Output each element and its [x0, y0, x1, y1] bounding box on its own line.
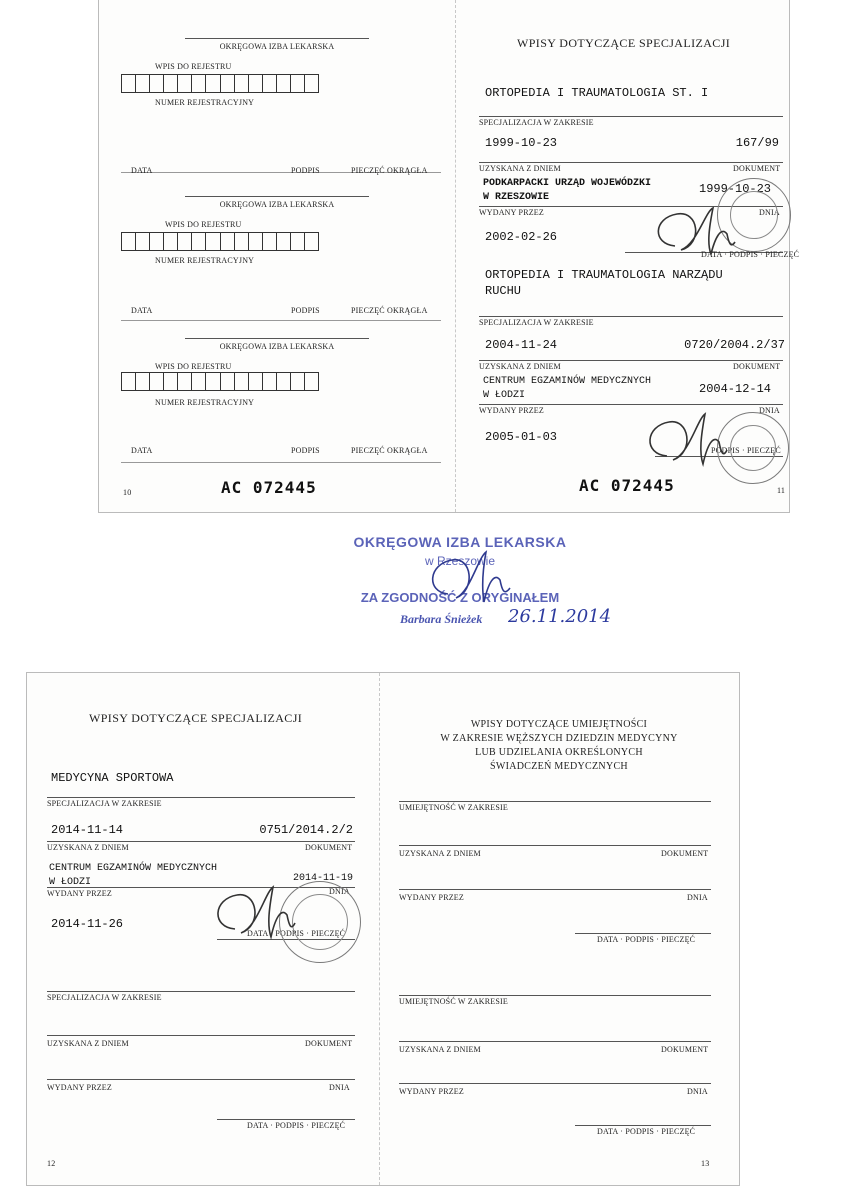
register-number-boxes — [121, 232, 319, 251]
regnum-label: NUMER REJESTRACYJNY — [155, 398, 255, 407]
issue-date: 2014-11-19 — [293, 873, 354, 884]
issuer-line-2: W ŁODZI — [483, 390, 526, 401]
seal-label: PIECZĘĆ OKRĄGŁA — [351, 446, 428, 455]
certification-statement: ZA ZGODNOŚĆ Z ORYGINAŁEM — [360, 590, 560, 605]
sign-date: 2005-01-03 — [485, 430, 558, 444]
title-line-3: LUB UDZIELANIA OKREŚLONYCH — [475, 747, 643, 758]
issued-by-label: WYDANY PRZEZ — [479, 208, 544, 217]
issue-date: 1999-10-23 — [699, 182, 772, 196]
document-label: DOKUMENT — [733, 164, 781, 173]
title-line-2: W ZAKRESIE WĘŻSZYCH DZIEDZIN MEDYCYNY — [440, 733, 678, 744]
days-label: DNIA — [329, 1083, 350, 1092]
page-11 — [455, 0, 800, 512]
skill-label: UMIEJĘTNOŚĆ W ZAKRESIE — [399, 997, 508, 1006]
date-label: DATA — [131, 306, 153, 315]
specialty-label: SPECJALIZACJA W ZAKRESIE — [479, 118, 594, 127]
skill-label: UMIEJĘTNOŚĆ W ZAKRESIE — [399, 803, 508, 812]
sign-date: 2002-02-26 — [485, 230, 558, 244]
specialty-name-line-2: RUCHU — [485, 284, 522, 298]
seal-label: PIECZĘĆ OKRĄGŁA — [351, 166, 428, 175]
page-number: 12 — [47, 1159, 56, 1168]
register-label: WPIS DO REJESTRU — [165, 220, 242, 229]
registry-section — [99, 196, 455, 326]
document-number: 167/99 — [735, 136, 779, 150]
date-label: DATA — [131, 166, 153, 175]
register-number-boxes — [121, 372, 319, 391]
issued-by-label: WYDANY PRZEZ — [399, 893, 464, 902]
regnum-label: NUMER REJESTRACYJNY — [155, 98, 255, 107]
days-label: DNIA — [759, 208, 780, 217]
specialty-name-line-1: ORTOPEDIA I TRAUMATOLOGIA NARZĄDU — [485, 268, 723, 282]
booklet-spread-pages-12-13 — [26, 672, 740, 1186]
issuer-line-1: PODKARPACKI URZĄD WOJEWÓDZKI — [483, 178, 652, 189]
specialty-label: SPECJALIZACJA W ZAKRESIE — [47, 799, 162, 808]
days-label: DNIA — [759, 406, 780, 415]
chamber-label: OKRĘGOWA IZBA LEKARSKA — [219, 42, 335, 51]
page-number: 10 — [123, 488, 132, 497]
date-label: DATA — [131, 446, 153, 455]
specialty-name: ORTOPEDIA I TRAUMATOLOGIA ST. I — [485, 86, 709, 100]
page-13 — [379, 673, 739, 1185]
days-label: DNIA — [687, 893, 708, 902]
title-line-4: ŚWIADCZEŃ MEDYCZNYCH — [490, 761, 628, 772]
sign-date: 2014-11-26 — [51, 917, 124, 931]
obtained-label: UZYSKANA Z DNIEM — [47, 1039, 129, 1048]
issue-date: 2004-12-14 — [699, 382, 772, 396]
specialty-label: SPECJALIZACJA W ZAKRESIE — [479, 318, 594, 327]
certifier-name: Barbara Śnieżek — [400, 612, 483, 626]
booklet-spread-pages-10-11 — [98, 0, 800, 513]
specialty-label: SPECJALIZACJA W ZAKRESIE — [47, 993, 162, 1002]
obtained-label: UZYSKANA Z DNIEM — [47, 843, 129, 852]
issued-by-label: WYDANY PRZEZ — [399, 1087, 464, 1096]
certification-stamp — [340, 530, 620, 640]
regnum-label: NUMER REJESTRACYJNY — [155, 256, 255, 265]
page-10 — [99, 0, 455, 512]
signature-scribble — [207, 883, 297, 943]
chamber-label: OKRĘGOWA IZBA LEKARSKA — [219, 342, 335, 351]
issuer-line-1: CENTRUM EGZAMINÓW MEDYCZNYCH — [49, 863, 218, 874]
issuer-line-2: W RZESZOWIE — [483, 192, 550, 203]
page-title: WPISY DOTYCZĄCE SPECJALIZACJI — [517, 36, 731, 50]
issuer-line-1: CENTRUM EGZAMINÓW MEDYCZNYCH — [483, 376, 652, 387]
chamber-label: OKRĘGOWA IZBA LEKARSKA — [219, 200, 335, 209]
obtained-label: UZYSKANA Z DNIEM — [479, 164, 561, 173]
signature-scribble — [647, 204, 737, 260]
register-number-boxes — [121, 74, 319, 93]
certification-chamber: OKRĘGOWA IZBA LEKARSKA — [353, 534, 567, 550]
certification-date: 26.11.2014 — [508, 606, 612, 627]
issuer-line-2: W ŁODZI — [49, 877, 92, 888]
document-label: DOKUMENT — [305, 1039, 353, 1048]
title-line-1: WPISY DOTYCZĄCE UMIEJĘTNOŚCI — [470, 719, 648, 730]
obtained-date: 1999-10-23 — [485, 136, 558, 150]
footer-label: DATA · PODPIS · PIECZĘĆ — [247, 929, 346, 938]
page-title: WPISY DOTYCZĄCE SPECJALIZACJI — [89, 711, 303, 725]
serial-number: AC 072445 — [579, 476, 675, 495]
days-label: DNIA — [687, 1087, 708, 1096]
obtained-label: UZYSKANA Z DNIEM — [399, 849, 481, 858]
document-number: 0720/2004.2/37 — [684, 338, 785, 352]
register-label: WPIS DO REJESTRU — [155, 362, 232, 371]
footer-label: DATA · PODPIS · PIECZĘĆ — [247, 1121, 346, 1130]
footer-label: PODPIS · PIECZĘĆ — [711, 446, 781, 455]
document-number: 0751/2014.2/2 — [259, 823, 353, 837]
signature-scribble — [424, 548, 514, 608]
specialty-name: MEDYCYNA SPORTOWA — [51, 771, 174, 785]
document-label: DOKUMENT — [661, 1045, 709, 1054]
document-label: DOKUMENT — [305, 843, 353, 852]
page-number: 13 — [701, 1159, 710, 1168]
certification-city: w Rzeszowie — [424, 554, 496, 568]
document-label: DOKUMENT — [661, 849, 709, 858]
register-label: WPIS DO REJESTRU — [155, 62, 232, 71]
days-label: DNIA — [329, 887, 350, 896]
page-number: 11 — [777, 486, 786, 495]
footer-label: DATA · PODPIS · PIECZĘĆ — [597, 935, 696, 944]
signature-label: PODPIS — [291, 446, 320, 455]
issued-by-label: WYDANY PRZEZ — [47, 1083, 112, 1092]
seal-label: PIECZĘĆ OKRĄGŁA — [351, 306, 428, 315]
issued-by-label: WYDANY PRZEZ — [479, 406, 544, 415]
signature-label: PODPIS — [291, 306, 320, 315]
footer-label: DATA · PODPIS · PIECZĘĆ — [701, 250, 800, 259]
serial-number: AC 072445 — [221, 478, 317, 497]
signature-label: PODPIS — [291, 166, 320, 175]
page-12 — [27, 673, 379, 1185]
obtained-date: 2014-11-14 — [51, 823, 124, 837]
registry-section — [99, 38, 455, 178]
registry-section — [99, 338, 455, 468]
obtained-label: UZYSKANA Z DNIEM — [479, 362, 561, 371]
signature-scribble — [639, 410, 729, 470]
obtained-label: UZYSKANA Z DNIEM — [399, 1045, 481, 1054]
footer-label: DATA · PODPIS · PIECZĘĆ — [597, 1127, 696, 1136]
document-label: DOKUMENT — [733, 362, 781, 371]
obtained-date: 2004-11-24 — [485, 338, 558, 352]
issued-by-label: WYDANY PRZEZ — [47, 889, 112, 898]
